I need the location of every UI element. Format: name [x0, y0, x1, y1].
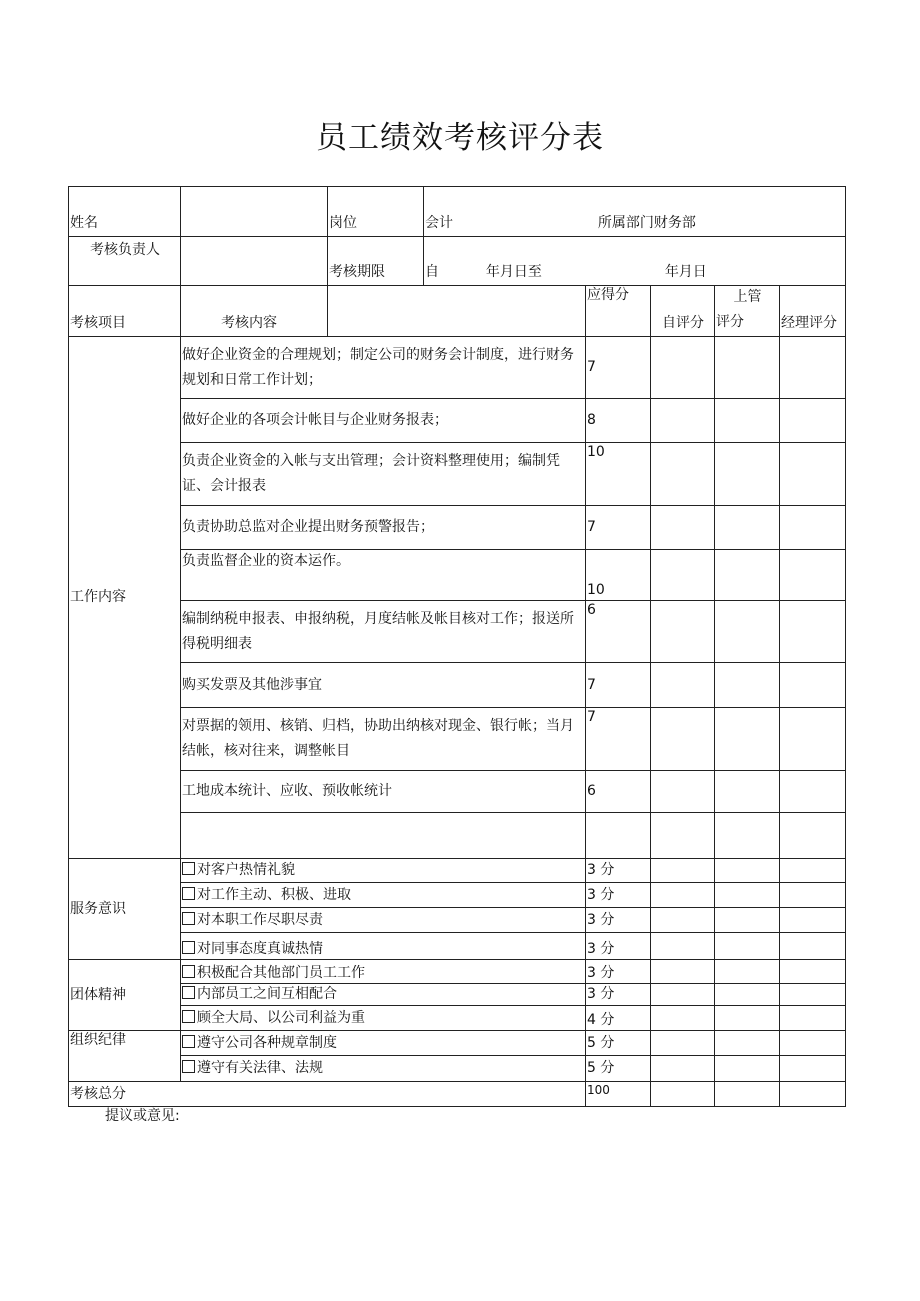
team-item — [181, 984, 586, 1006]
period-end: 年月日 — [664, 264, 707, 281]
self-score-input[interactable] — [651, 933, 715, 960]
period-from: 自 — [425, 264, 439, 281]
period-mid: 年月日至 — [485, 264, 542, 281]
work-score: 10 — [586, 443, 651, 506]
checkbox[interactable] — [182, 887, 195, 900]
supervisor-score-input[interactable] — [715, 933, 780, 960]
service-item-label: 对同事态度真诚热情 — [197, 941, 323, 958]
team-item — [181, 960, 586, 984]
table-row — [69, 771, 846, 813]
work-content: 做好企业资金的合理规划；制定公司的财务会计制度，进行财务规划和日常工作计划； — [181, 337, 586, 399]
table-row — [69, 883, 846, 908]
manager-score-input[interactable] — [780, 883, 846, 908]
self-score-input[interactable] — [651, 960, 715, 984]
work-score-empty[interactable] — [586, 813, 651, 859]
section-work-label: 工作内容 — [69, 337, 181, 859]
info-row-period — [69, 237, 846, 286]
self-score-input[interactable] — [651, 601, 715, 663]
team-score: 4 分 — [586, 1006, 651, 1031]
work-score: 10 — [586, 550, 651, 601]
manager-score-input[interactable] — [780, 443, 846, 506]
self-score-input[interactable] — [651, 859, 715, 883]
supervisor-score-input[interactable] — [715, 813, 780, 859]
manager-score-input[interactable] — [780, 550, 846, 601]
total-label: 考核总分 — [69, 1082, 586, 1107]
supervisor-score-input[interactable] — [715, 883, 780, 908]
team-item-label: 顾全大局、以公司利益为重 — [197, 1009, 365, 1026]
manager-score-input[interactable] — [780, 960, 846, 984]
service-item — [181, 908, 586, 933]
work-score: 7 — [586, 708, 651, 771]
work-score: 7 — [586, 337, 651, 399]
name-field[interactable] — [181, 187, 328, 237]
service-score: 3 分 — [586, 933, 651, 960]
manager-score-input[interactable] — [780, 337, 846, 399]
manager-score-input[interactable] — [780, 601, 846, 663]
supervisor-score-input[interactable] — [715, 771, 780, 813]
service-item — [181, 859, 586, 883]
checkbox[interactable] — [182, 1060, 195, 1073]
manager-total-input[interactable] — [780, 1082, 846, 1107]
self-score-input[interactable] — [651, 1006, 715, 1031]
checkbox[interactable] — [182, 1010, 195, 1023]
supervisor-score-input[interactable] — [715, 506, 780, 550]
table-row — [69, 663, 846, 708]
table-row — [69, 506, 846, 550]
header-manager: 经理评分 — [780, 286, 846, 337]
supervisor-score-input[interactable] — [715, 908, 780, 933]
header-max-score: 应得分 — [586, 286, 651, 337]
table-row — [69, 550, 846, 601]
table-row — [69, 933, 846, 960]
work-score: 7 — [586, 506, 651, 550]
service-item — [181, 933, 586, 960]
self-score-input[interactable] — [651, 443, 715, 506]
manager-score-input[interactable] — [780, 506, 846, 550]
total-score: 100 — [586, 1082, 651, 1107]
name-label: 姓名 — [69, 187, 181, 237]
header-content: 考核内容 — [181, 286, 328, 337]
reviewer-label: 考核负责人 — [69, 237, 181, 286]
supervisor-score-input[interactable] — [715, 859, 780, 883]
service-score: 3 分 — [586, 908, 651, 933]
manager-score-input[interactable] — [780, 933, 846, 960]
header-supervisor-bottom: 评分 — [716, 313, 744, 330]
supervisor-score-input[interactable] — [715, 443, 780, 506]
service-item-label: 对客户热情礼貌 — [197, 862, 295, 879]
team-score: 3 分 — [586, 984, 651, 1006]
supervisor-score-input[interactable] — [715, 1056, 780, 1082]
supervisor-score-input[interactable] — [715, 337, 780, 399]
supervisor-score-input[interactable] — [715, 984, 780, 1006]
checkbox[interactable] — [182, 941, 195, 954]
work-content: 对票据的领用、核销、归档，协助出纳核对现金、银行帐；当月结帐，核对往来，调整帐目 — [181, 708, 586, 771]
discipline-item — [181, 1056, 586, 1082]
remark-label: 提议或意见: — [105, 1108, 180, 1124]
table-row — [69, 337, 846, 399]
service-score: 3 分 — [586, 859, 651, 883]
service-item-label: 对本职工作尽职尽责 — [197, 911, 323, 928]
self-score-input[interactable] — [651, 1056, 715, 1082]
service-item — [181, 883, 586, 908]
header-self: 自评分 — [651, 286, 715, 337]
service-score: 3 分 — [586, 883, 651, 908]
section-discipline-label: 组织纪律 — [69, 1031, 181, 1082]
self-score-input[interactable] — [651, 883, 715, 908]
discipline-item-label: 遵守有关法律、法规 — [197, 1060, 323, 1077]
work-content: 做好企业的各项会计帐目与企业财务报表； — [181, 399, 586, 443]
position-label: 岗位 — [328, 187, 424, 237]
work-content: 负责监督企业的资本运作。 — [181, 550, 586, 601]
manager-score-input[interactable] — [780, 399, 846, 443]
manager-score-input[interactable] — [780, 813, 846, 859]
self-score-input[interactable] — [651, 550, 715, 601]
self-score-input[interactable] — [651, 337, 715, 399]
checkbox[interactable] — [182, 912, 195, 925]
table-row — [69, 443, 846, 506]
work-content: 编制纳税申报表、申报纳税，月度结帐及帐目核对工作；报送所得税明细表 — [181, 601, 586, 663]
manager-score-input[interactable] — [780, 984, 846, 1006]
dept-label: 所属部门财务部 — [597, 215, 696, 232]
manager-score-input[interactable] — [780, 771, 846, 813]
self-score-input[interactable] — [651, 813, 715, 859]
manager-score-input[interactable] — [780, 663, 846, 708]
work-score: 8 — [586, 399, 651, 443]
supervisor-score-input[interactable] — [715, 399, 780, 443]
team-score: 3 分 — [586, 960, 651, 984]
total-row — [69, 1082, 846, 1107]
table-row — [69, 399, 846, 443]
header-supervisor-top: 上管 — [733, 289, 762, 305]
header-supervisor — [715, 286, 780, 337]
checkbox[interactable] — [182, 862, 195, 875]
team-item-label: 内部员工之间互相配合 — [197, 986, 337, 1003]
table-row — [69, 708, 846, 771]
self-score-input[interactable] — [651, 771, 715, 813]
table-row — [69, 859, 846, 883]
table-row — [69, 1006, 846, 1031]
supervisor-score-input[interactable] — [715, 550, 780, 601]
supervisor-score-input[interactable] — [715, 663, 780, 708]
discipline-item — [181, 1031, 586, 1056]
section-team-label: 团体精神 — [69, 960, 181, 1031]
self-score-input[interactable] — [651, 708, 715, 771]
manager-score-input[interactable] — [780, 859, 846, 883]
work-score: 6 — [586, 771, 651, 813]
supervisor-score-input[interactable] — [715, 1031, 780, 1056]
table-row — [69, 1056, 846, 1082]
checkbox[interactable] — [182, 1035, 195, 1048]
team-item-label: 积极配合其他部门员工工作 — [197, 965, 365, 982]
table-row — [69, 960, 846, 984]
header-row — [69, 286, 846, 337]
work-content: 工地成本统计、应收、预收帐统计 — [181, 771, 586, 813]
table-row — [69, 984, 846, 1006]
service-item-label: 对工作主动、积极、进取 — [197, 886, 351, 903]
discipline-score: 5 分 — [586, 1031, 651, 1056]
manager-score-input[interactable] — [780, 1056, 846, 1082]
page-title: 员工绩效考核评分表 — [316, 120, 604, 156]
supervisor-score-input[interactable] — [715, 960, 780, 984]
evaluation-table — [68, 186, 846, 1107]
self-score-input[interactable] — [651, 908, 715, 933]
table-row — [69, 908, 846, 933]
supervisor-score-input[interactable] — [715, 601, 780, 663]
reviewer-field[interactable] — [181, 237, 328, 286]
team-item — [181, 1006, 586, 1031]
discipline-item-label: 遵守公司各种规章制度 — [197, 1034, 337, 1051]
header-content-spacer — [328, 286, 586, 337]
position-value: 会计 — [425, 215, 453, 232]
table-row — [69, 601, 846, 663]
table-row — [69, 813, 846, 859]
self-score-input[interactable] — [651, 399, 715, 443]
checkbox[interactable] — [182, 986, 195, 999]
manager-score-input[interactable] — [780, 1006, 846, 1031]
manager-score-input[interactable] — [780, 1031, 846, 1056]
supervisor-total-input[interactable] — [715, 1082, 780, 1107]
work-content: 负责企业资金的入帐与支出管理；会计资料整理使用；编制凭证、会计报表 — [181, 443, 586, 506]
work-score: 6 — [586, 601, 651, 663]
period-field[interactable] — [424, 237, 846, 286]
supervisor-score-input[interactable] — [715, 1006, 780, 1031]
work-content: 负责协助总监对企业提出财务预警报告； — [181, 506, 586, 550]
self-score-input[interactable] — [651, 984, 715, 1006]
section-service-label: 服务意识 — [69, 859, 181, 960]
self-score-input[interactable] — [651, 506, 715, 550]
table-row — [69, 1031, 846, 1056]
info-row-name — [69, 187, 846, 237]
work-score: 7 — [586, 663, 651, 708]
supervisor-score-input[interactable] — [715, 708, 780, 771]
self-score-input[interactable] — [651, 1031, 715, 1056]
manager-score-input[interactable] — [780, 708, 846, 771]
checkbox[interactable] — [182, 965, 195, 978]
discipline-score: 5 分 — [586, 1056, 651, 1082]
position-dept-cell[interactable] — [424, 187, 846, 237]
self-score-input[interactable] — [651, 663, 715, 708]
manager-score-input[interactable] — [780, 908, 846, 933]
work-content-empty[interactable] — [181, 813, 586, 859]
period-label: 考核期限 — [328, 237, 424, 286]
work-content: 购买发票及其他涉事宜 — [181, 663, 586, 708]
header-item: 考核项目 — [69, 286, 181, 337]
self-total-input[interactable] — [651, 1082, 715, 1107]
